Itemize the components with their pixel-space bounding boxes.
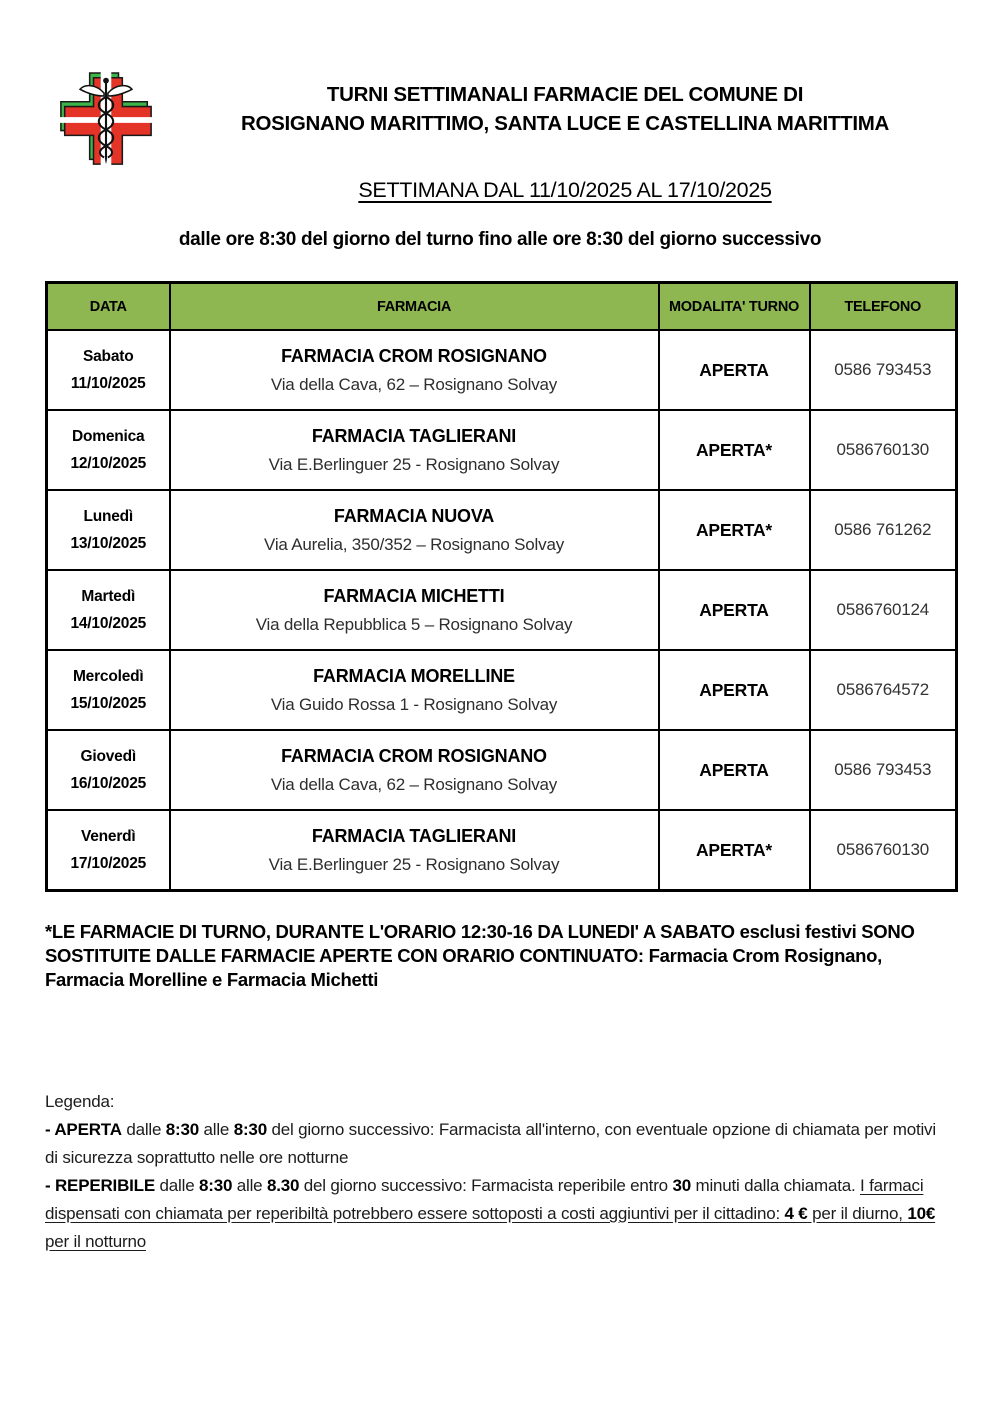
table-row	[47, 330, 957, 410]
mode-cell: APERTA	[659, 730, 810, 810]
pharmacy-name: FARMACIA CROM ROSIGNANO	[281, 346, 547, 366]
phone-cell: 0586 793453	[810, 730, 957, 810]
pharmacy-address: Via della Repubblica 5 – Rosignano Solvay	[255, 615, 573, 634]
pharmacy-name: FARMACIA TAGLIERANI	[311, 426, 517, 446]
table-row	[47, 410, 957, 490]
day-cell	[47, 570, 170, 650]
table-row	[47, 490, 957, 570]
table-row	[47, 810, 957, 891]
mode-cell: APERTA*	[659, 810, 810, 891]
legend-cost-warning: I farmaci dispensati con chiamata per reperibiltà potrebbero essere sottoposti a costi aggiuntivi per il cittadino: 4 € per il diurno, 10€ per il notturno	[45, 1176, 936, 1251]
pharmacy-address: Via della Cava, 62 – Rosignano Solvay	[270, 375, 558, 394]
pharmacy-address: Via Guido Rossa 1 - Rosignano Solvay	[270, 695, 558, 714]
page-title-line2: ROSIGNANO MARITTIMO, SANTA LUCE E CASTELLINA MARITTIMA	[240, 112, 890, 135]
pharmacy-address: Via della Cava, 62 – Rosignano Solvay	[270, 775, 558, 794]
pharmacy-cell	[170, 570, 659, 650]
day-cell	[47, 410, 170, 490]
phone-cell: 0586760124	[810, 570, 957, 650]
legend	[45, 1088, 951, 1256]
day-date: 14/10/2025	[70, 615, 147, 632]
pharmacy-name: FARMACIA CROM ROSIGNANO	[281, 746, 547, 766]
pharmacy-cell	[170, 330, 659, 410]
pharmacy-cell	[170, 730, 659, 810]
day-name: Domenica	[72, 427, 145, 445]
table-row	[47, 650, 957, 730]
legend-item-reperibile: - REPERIBILE dalle 8:30 alle 8.30 del giorno successivo: Farmacista reperibile entro 30 minuti dalla chiamata. I farmaci dispensati con chiamata per reperibiltà potrebbero essere sottoposti a costi aggiuntivi per il cittadino: 4 € per il diurno, 10€ per il notturno	[45, 1176, 936, 1251]
phone-cell: 0586760130	[810, 410, 957, 490]
pharmacy-name: FARMACIA MORELLINE	[313, 666, 515, 686]
header-cell-telefono: TELEFONO	[810, 283, 957, 331]
day-name: Venerdì	[80, 827, 136, 845]
day-date: 17/10/2025	[70, 855, 147, 872]
header-cell-modalita: MODALITA' TURNO	[659, 283, 810, 331]
substitution-footnote: *LE FARMACIE DI TURNO, DURANTE L'ORARIO 12:30-16 DA LUNEDI' A SABATO esclusi festivi SONO SOSTITUITE DALLE FARMACIE APERTE CON ORARIO CONTINUATO: Farmacia Crom Rosignano, Farmacia Morelline e Farmacia Michetti	[45, 921, 915, 990]
mode-cell: APERTA*	[659, 490, 810, 570]
phone-cell: 0586760130	[810, 810, 957, 891]
pharmacy-address: Via Aurelia, 350/352 – Rosignano Solvay	[264, 535, 564, 554]
day-name: Lunedì	[83, 507, 134, 525]
day-name: Giovedì	[80, 747, 136, 765]
mode-cell: APERTA	[659, 570, 810, 650]
phone-cell: 0586 793453	[810, 330, 957, 410]
header-block	[130, 0, 1000, 203]
schedule-table	[45, 281, 958, 892]
pharmacy-cell	[170, 410, 659, 490]
page-title	[130, 80, 1000, 138]
day-cell	[47, 490, 170, 570]
day-date: 16/10/2025	[70, 775, 147, 792]
day-date: 12/10/2025	[70, 455, 147, 472]
table-row	[47, 570, 957, 650]
legend-title: Legenda:	[45, 1092, 115, 1111]
table-row	[47, 730, 957, 810]
day-name: Martedì	[81, 587, 136, 605]
day-name: Mercoledì	[72, 667, 144, 685]
phone-cell: 0586 761262	[810, 490, 957, 570]
pharmacy-name: FARMACIA NUOVA	[333, 506, 495, 526]
hours-note: dalle ore 8:30 del giorno del turno fino alle ore 8:30 del giorno successivo	[178, 229, 822, 250]
mode-cell: APERTA	[659, 330, 810, 410]
mode-cell: APERTA	[659, 650, 810, 730]
day-name: Sabato	[83, 347, 134, 365]
pharmacy-address: Via E.Berlinguer 25 - Rosignano Solvay	[268, 855, 560, 874]
day-date: 15/10/2025	[70, 695, 147, 712]
legend-item-aperta: - APERTA dalle 8:30 alle 8:30 del giorno successivo: Farmacista all'interno, con eventuale opzione di chiamata per motivi di sicurezza soprattutto nelle ore notturne	[45, 1120, 936, 1167]
day-date: 11/10/2025	[70, 375, 146, 392]
header-cell-farmacia: FARMACIA	[170, 283, 659, 331]
mode-cell: APERTA*	[659, 410, 810, 490]
page-title-line1: TURNI SETTIMANALI FARMACIE DEL COMUNE DI	[326, 83, 804, 106]
pharmacy-cross-logo	[58, 70, 154, 170]
pharmacy-name: FARMACIA MICHETTI	[323, 586, 505, 606]
day-cell	[47, 730, 170, 810]
pharmacy-name: FARMACIA TAGLIERANI	[311, 826, 517, 846]
day-date: 13/10/2025	[70, 535, 147, 552]
pharmacy-cell	[170, 490, 659, 570]
week-subtitle: SETTIMANA DAL 11/10/2025 AL 17/10/2025	[358, 178, 772, 202]
table-header-row	[47, 283, 957, 331]
day-cell	[47, 810, 170, 891]
pharmacy-address: Via E.Berlinguer 25 - Rosignano Solvay	[268, 455, 560, 474]
pharmacy-cell	[170, 650, 659, 730]
day-cell	[47, 330, 170, 410]
day-cell	[47, 650, 170, 730]
phone-cell: 0586764572	[810, 650, 957, 730]
pharmacy-cell	[170, 810, 659, 891]
header-cell-data: DATA	[47, 283, 170, 331]
